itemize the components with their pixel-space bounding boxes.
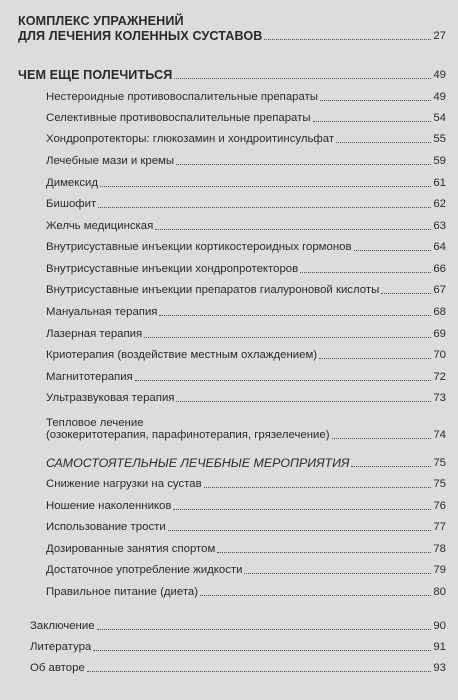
- toc-entry[interactable]: [46, 219, 446, 233]
- dot-leader: [332, 438, 432, 439]
- toc-entry-title: Заключение: [30, 620, 95, 632]
- toc-entry[interactable]: [46, 391, 446, 405]
- dot-leader: [155, 229, 431, 230]
- page-number: 78: [433, 543, 446, 555]
- dot-leader: [87, 671, 432, 672]
- toc-entry[interactable]: [46, 240, 446, 254]
- toc-entry-title: Нестероидные противовоспалительные препараты: [46, 91, 318, 103]
- page-number: 75: [433, 478, 446, 490]
- dot-leader: [159, 315, 431, 316]
- toc-entry[interactable]: [46, 262, 446, 276]
- dot-leader: [244, 573, 431, 574]
- dot-leader: [98, 207, 431, 208]
- toc-entry[interactable]: [46, 154, 446, 168]
- toc-entry-title: Хондропротекторы: глюкозамин и хондроитинсульфат: [46, 133, 335, 145]
- toc-entry[interactable]: [46, 542, 446, 556]
- page-number: 67: [433, 284, 446, 296]
- toc-entry-title: Ношение наколенников: [46, 500, 172, 512]
- dot-leader: [204, 487, 432, 488]
- toc-entry[interactable]: [46, 176, 446, 190]
- page-number: 49: [433, 69, 446, 81]
- page-number: 59: [433, 155, 446, 167]
- page-number: 72: [433, 371, 446, 383]
- toc-entry-title: Магнитотерапия: [46, 371, 133, 383]
- toc-entry-title: Ультразвуковая терапия: [46, 392, 175, 404]
- page-number: 91: [433, 641, 446, 653]
- dot-leader: [351, 466, 431, 467]
- page-number: 68: [433, 306, 446, 318]
- dot-leader: [173, 509, 431, 510]
- toc-entry-exercises[interactable]: [18, 29, 446, 43]
- page-number: 76: [433, 500, 446, 512]
- toc-entry[interactable]: [46, 499, 446, 513]
- section-exercises-title-line2: ДЛЯ ЛЕЧЕНИЯ КОЛЕННЫХ СУСТАВОВ: [18, 29, 263, 43]
- toc-entry-title: (озокеритотерапия, парафинотерапия, грязелечение): [46, 429, 330, 441]
- toc-entry-title: Димексид: [46, 177, 99, 189]
- toc-entry-title: Использование трости: [46, 521, 166, 533]
- toc-entry-title: Бишофит: [46, 198, 97, 210]
- toc-entry-title: Мануальная терапия: [46, 306, 158, 318]
- dot-leader: [354, 250, 432, 251]
- toc-entry[interactable]: [46, 197, 446, 211]
- toc-entry-title: Снижение нагрузки на сустав: [46, 478, 202, 490]
- dot-leader: [300, 272, 431, 273]
- toc-entry-back[interactable]: [30, 640, 446, 654]
- toc-entry-title: Желчь медицинская: [46, 220, 154, 232]
- toc-entry-thermal-line1: Тепловое лечение: [46, 417, 144, 429]
- toc-entry-title: Внутрисуставные инъекции кортикостероидных гормонов: [46, 241, 352, 253]
- page-number: 62: [433, 198, 446, 210]
- dot-leader: [336, 142, 431, 143]
- dot-leader: [100, 186, 431, 187]
- toc-entry-back[interactable]: [30, 661, 446, 675]
- dot-leader: [174, 78, 431, 79]
- dot-leader: [381, 293, 431, 294]
- toc-entry-title: Внутрисуставные инъекции хондропротекторов: [46, 263, 299, 275]
- toc-entry-self[interactable]: [46, 456, 446, 470]
- toc-entry[interactable]: [46, 520, 446, 534]
- toc-entry[interactable]: [46, 563, 446, 577]
- toc-entry[interactable]: [46, 348, 446, 362]
- page-number: 80: [433, 586, 446, 598]
- toc-entry-title: Достаточное употребление жидкости: [46, 564, 243, 576]
- section-self-title: САМОСТОЯТЕЛЬНЫЕ ЛЕЧЕБНЫЕ МЕРОПРИЯТИЯ: [46, 456, 350, 470]
- toc-entry[interactable]: [46, 585, 446, 599]
- page-number: 79: [433, 564, 446, 576]
- page-number: 49: [433, 91, 446, 103]
- dot-leader: [97, 629, 432, 630]
- toc-entry-title: Лазерная терапия: [46, 328, 143, 340]
- toc-entry-title: Лечебные мази и кремы: [46, 155, 175, 167]
- page-number: 74: [433, 429, 446, 441]
- toc-entry-title: Внутрисуставные инъекции препаратов гиалуроновой кислоты: [46, 284, 380, 296]
- toc-entry[interactable]: [46, 305, 446, 319]
- page-number: 61: [433, 177, 446, 189]
- toc-entry-back[interactable]: [30, 619, 446, 633]
- page-number: 70: [433, 349, 446, 361]
- toc-entry[interactable]: [46, 327, 446, 341]
- toc-entry-title: Селективные противовоспалительные препараты: [46, 112, 311, 124]
- dot-leader: [168, 530, 432, 531]
- toc-entry-title: Правильное питание (диета): [46, 586, 199, 598]
- page-number: 64: [433, 241, 446, 253]
- page-number: 90: [433, 620, 446, 632]
- dot-leader: [320, 100, 431, 101]
- toc-entry-title: Криотерапия (воздействие местным охлаждением): [46, 349, 318, 361]
- page-number: 55: [433, 133, 446, 145]
- toc-entry-thermal[interactable]: [46, 428, 446, 442]
- dot-leader: [217, 552, 431, 553]
- page-number: 73: [433, 392, 446, 404]
- dot-leader: [176, 164, 431, 165]
- dot-leader: [135, 380, 432, 381]
- toc-entry[interactable]: [46, 370, 446, 384]
- toc-entry[interactable]: [46, 90, 446, 104]
- dot-leader: [144, 337, 431, 338]
- page-number: 93: [433, 662, 446, 674]
- page-number: 54: [433, 112, 446, 124]
- dot-leader: [200, 595, 431, 596]
- page-number: 75: [433, 457, 446, 469]
- toc-entry-title: Литература: [30, 641, 92, 653]
- section-treatment-title: ЧЕМ ЕЩЕ ПОЛЕЧИТЬСЯ: [18, 68, 173, 82]
- toc-entry-title: Об авторе: [30, 662, 85, 674]
- toc-entry[interactable]: [46, 111, 446, 125]
- page-number: 66: [433, 263, 446, 275]
- dot-leader: [176, 401, 431, 402]
- toc-entry[interactable]: [46, 132, 446, 146]
- page-number: 69: [433, 328, 446, 340]
- section-exercises-title-line1: КОМПЛЕКС УПРАЖНЕНИЙ: [18, 14, 184, 28]
- toc-entry[interactable]: [46, 477, 446, 491]
- page-number: 63: [433, 220, 446, 232]
- page-number: 77: [433, 521, 446, 533]
- toc-entry-treatment[interactable]: [18, 68, 446, 82]
- page-number: 27: [433, 30, 446, 42]
- dot-leader: [313, 121, 432, 122]
- dot-leader: [93, 650, 431, 651]
- toc-entry-title: Дозированные занятия спортом: [46, 543, 216, 555]
- toc-entry[interactable]: [46, 283, 446, 297]
- dot-leader: [319, 358, 431, 359]
- dot-leader: [264, 39, 431, 40]
